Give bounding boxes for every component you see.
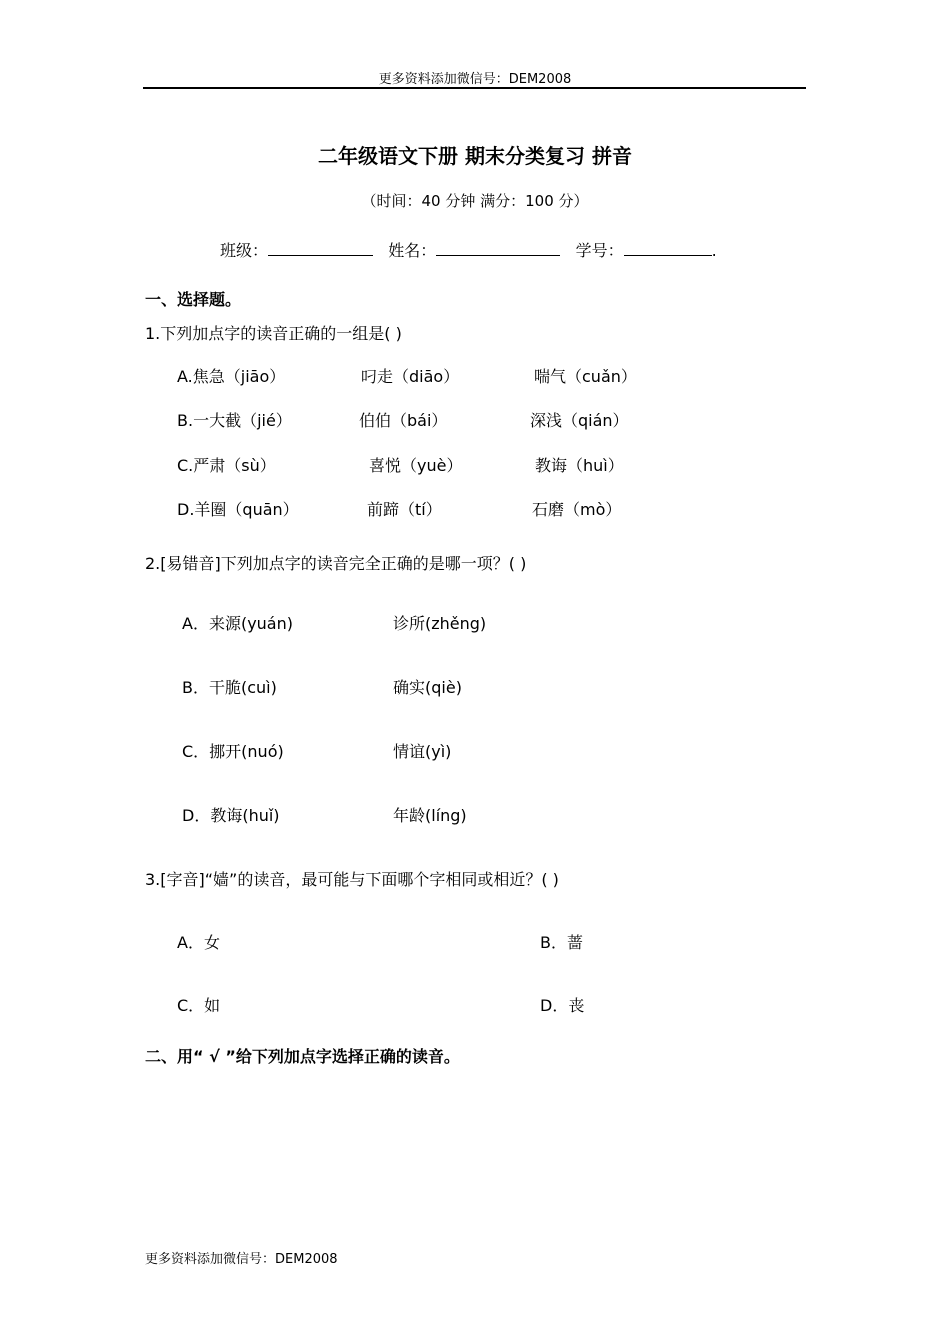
q1-option-c-2: 喜悦（yuè） <box>369 456 463 475</box>
q1-option-d-1: D.羊圈（quān） <box>177 500 299 519</box>
name-blank <box>436 241 560 256</box>
q1-option-a-3: 喘气（cuǎn） <box>534 367 637 386</box>
class-label: 班级： <box>220 241 269 260</box>
student-info-line <box>220 238 717 261</box>
q2-option-a-2: 诊所(zhěng) <box>393 614 487 633</box>
q2-option-c-2: 情谊(yì) <box>393 742 452 761</box>
q1-option-b-2: 伯伯（bái） <box>359 411 448 430</box>
q3-option-d: D．丧 <box>540 996 585 1015</box>
q3-option-a: A．女 <box>177 933 220 952</box>
q2-option-b-2: 确实(qiè) <box>393 678 462 697</box>
student-id-label: 学号： <box>575 241 624 260</box>
q2-option-b-1: B．干脆(cuì) <box>182 678 277 697</box>
question-2-stem: 2.[易错音]下列加点字的读音完全正确的是哪一项？( ) <box>145 554 527 573</box>
name-label: 姓名： <box>388 241 437 260</box>
q1-option-c-1: C.严肃（sù） <box>177 456 276 475</box>
class-blank <box>268 241 373 256</box>
q2-option-c-1: C．挪开(nuó) <box>182 742 284 761</box>
q1-option-a-2: 叼走（diāo） <box>361 367 460 386</box>
q2-option-d-2: 年龄(líng) <box>393 806 467 825</box>
q2-option-d-1: D．教诲(huǐ) <box>182 806 280 825</box>
q1-option-d-3: 石磨（mò） <box>532 500 622 519</box>
q2-option-a-1: A．来源(yuán) <box>182 614 293 633</box>
q3-option-b: B．蔷 <box>540 933 583 952</box>
page-footer: 更多资料添加微信号：DEM2008 <box>145 1252 338 1267</box>
page-header: 更多资料添加微信号：DEM2008 <box>378 72 572 87</box>
q1-option-c-3: 教诲（huì） <box>535 456 624 475</box>
q1-option-d-2: 前蹄（tí） <box>367 500 442 519</box>
question-3-stem: 3.[字音]“嫱”的读音，最可能与下面哪个字相同或相近？( ) <box>145 870 559 889</box>
exam-time-score: （时间：40 分钟 满分：100 分） <box>361 192 589 210</box>
page-title: 二年级语文下册 期末分类复习 拼音 <box>318 144 632 168</box>
q1-option-a-1: A.焦急（jiāo） <box>177 367 286 386</box>
section-2-heading: 二、用“ √ ”给下列加点字选择正确的读音。 <box>145 1047 460 1066</box>
section-1-heading: 一、选择题。 <box>145 290 242 309</box>
q3-option-c: C．如 <box>177 996 221 1015</box>
q1-option-b-1: B.一大截（jié） <box>177 411 292 430</box>
question-1-stem: 1.下列加点字的读音正确的一组是( ) <box>145 324 402 343</box>
end-mark: . <box>711 241 717 260</box>
header-divider <box>143 87 806 89</box>
q1-option-b-3: 深浅（qián） <box>530 411 629 430</box>
student-id-blank <box>624 241 712 256</box>
